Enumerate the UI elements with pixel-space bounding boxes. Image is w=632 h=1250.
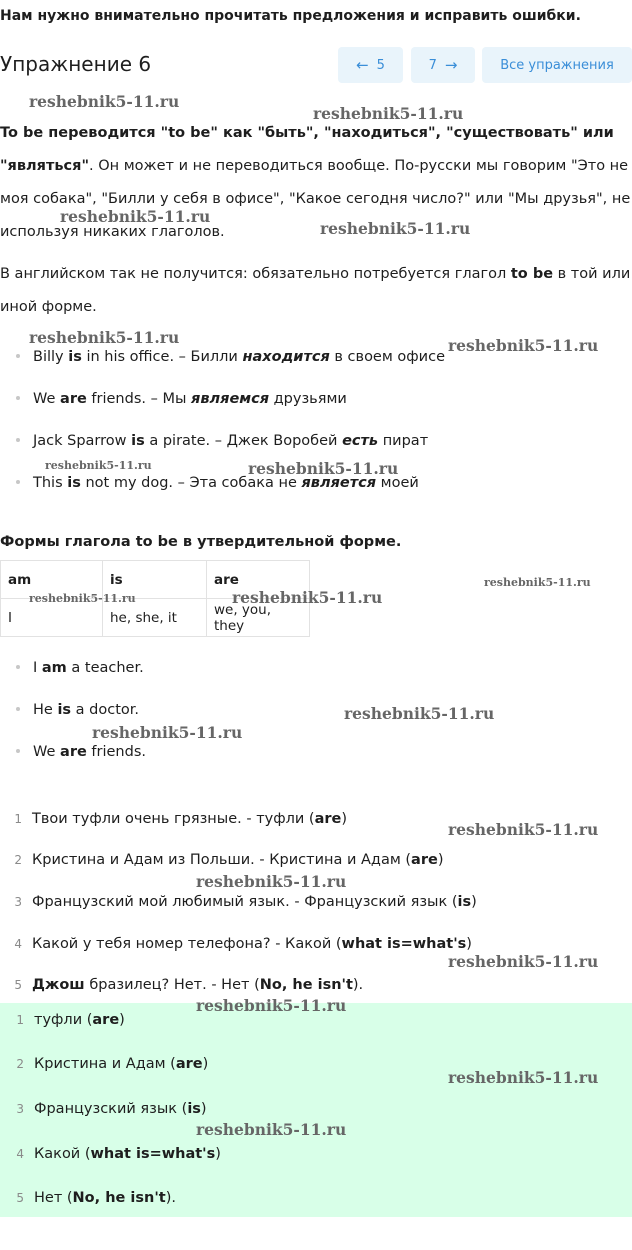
watermark: reshebnik5-11.ru — [448, 336, 599, 355]
task-item: 2 Кристина и Адам из Польши. - Кристина и Адам (are) — [14, 852, 444, 868]
watermark: reshebnik5-11.ru — [29, 328, 180, 347]
table-cell: is — [103, 561, 207, 599]
paragraph2-before: В английском так не получится: обязательно потребуется глагол — [0, 266, 511, 282]
table-cell: he, she, it — [103, 599, 207, 637]
task-item: 3 Французский мой любимый язык. - Французский язык (is) — [14, 894, 477, 910]
exercise-title: Упражнение 6 — [0, 52, 152, 76]
prev-exercise-button[interactable] — [338, 47, 403, 83]
bullet-icon — [16, 438, 20, 442]
example-item: We are friends. – Мы являемся друзьями — [0, 391, 347, 407]
answer-item: 4 Какой (what is=what's) — [16, 1146, 221, 1162]
arrow-right-icon: → — [444, 56, 458, 74]
task-item: 5 Джош бразилец? Нет. - Нет (No, he isn't). — [14, 977, 364, 993]
bullet-icon — [16, 396, 20, 400]
all-exercises-button[interactable] — [482, 47, 632, 83]
table-cell: am — [1, 561, 103, 599]
watermark: reshebnik5-11.ru — [232, 588, 383, 607]
paragraph-rest: . Он может и не переводиться вообще. По-русски мы говорим "Это не моя собака", "Билли у себя в офисе", "Какое сегодня число?" или "Мы друзья", не используя никаких глаголов. — [0, 158, 631, 240]
watermark: reshebnik5-11.ru — [29, 592, 136, 605]
watermark: reshebnik5-11.ru — [60, 207, 211, 226]
example-item: Billy is in his office. – Билли находится в своем офисе — [0, 349, 445, 365]
example-item: Jack Sparrow is a pirate. – Джек Воробей есть пират — [0, 433, 428, 449]
next-exercise-button[interactable] — [411, 47, 475, 83]
form-example-item: I am a teacher. — [0, 660, 144, 676]
watermark: reshebnik5-11.ru — [196, 872, 347, 891]
bullet-icon — [16, 480, 20, 484]
next-exercise-label: 7 — [428, 57, 437, 73]
answer-item: 3 Французский язык (is) — [16, 1101, 207, 1117]
answer-item: 2 Кристина и Адам (are) — [16, 1056, 209, 1072]
bullet-icon — [16, 749, 20, 753]
watermark: reshebnik5-11.ru — [45, 459, 152, 472]
paragraph2-bold: to be — [510, 266, 554, 282]
intro-text: Нам нужно внимательно прочитать предложения и исправить ошибки. — [0, 8, 581, 24]
answers-panel — [0, 1003, 632, 1217]
task-item: 4 Какой у тебя номер телефона? - Какой (what is=what's) — [14, 936, 472, 952]
answer-item: 1 туфли (are) — [16, 1012, 125, 1028]
watermark: reshebnik5-11.ru — [320, 219, 471, 238]
all-exercises-label: Все упражнения — [500, 57, 614, 73]
english-paragraph — [0, 258, 632, 324]
table-cell: I — [1, 599, 103, 637]
watermark: reshebnik5-11.ru — [448, 820, 599, 839]
bullet-icon — [16, 354, 20, 358]
paragraph2-after: в той или иной форме. — [0, 266, 631, 315]
form-example-item: He is a doctor. — [0, 702, 139, 718]
intro-paragraph — [0, 117, 632, 249]
task-item: 1 Твои туфли очень грязные. - туфли (are) — [14, 811, 348, 827]
table-cell: are — [207, 561, 310, 599]
watermark: reshebnik5-11.ru — [313, 104, 464, 123]
arrow-left-icon: ← — [356, 56, 369, 74]
bullet-icon — [16, 665, 20, 669]
forms-heading: Формы глагола to be в утвердительной форме. — [0, 534, 402, 550]
table-cell: we, you, they — [207, 599, 310, 637]
prev-exercise-label: 5 — [376, 57, 385, 73]
paragraph-lead: To be переводится "to be" как "быть", "находиться", "существовать" или "являться" — [0, 125, 614, 174]
watermark: reshebnik5-11.ru — [248, 459, 399, 478]
form-example-item: We are friends. — [0, 744, 146, 760]
watermark: reshebnik5-11.ru — [29, 92, 180, 111]
watermark: reshebnik5-11.ru — [196, 1120, 347, 1139]
example-item: This is not my dog. – Эта собака не является моей — [0, 475, 419, 491]
bullet-icon — [16, 707, 20, 711]
watermark: reshebnik5-11.ru — [484, 576, 591, 589]
watermark: reshebnik5-11.ru — [448, 952, 599, 971]
watermark: reshebnik5-11.ru — [196, 996, 347, 1015]
answer-item: 5 Нет (No, he isn't). — [16, 1190, 176, 1206]
watermark: reshebnik5-11.ru — [344, 704, 495, 723]
watermark: reshebnik5-11.ru — [92, 723, 243, 742]
watermark: reshebnik5-11.ru — [448, 1068, 599, 1087]
